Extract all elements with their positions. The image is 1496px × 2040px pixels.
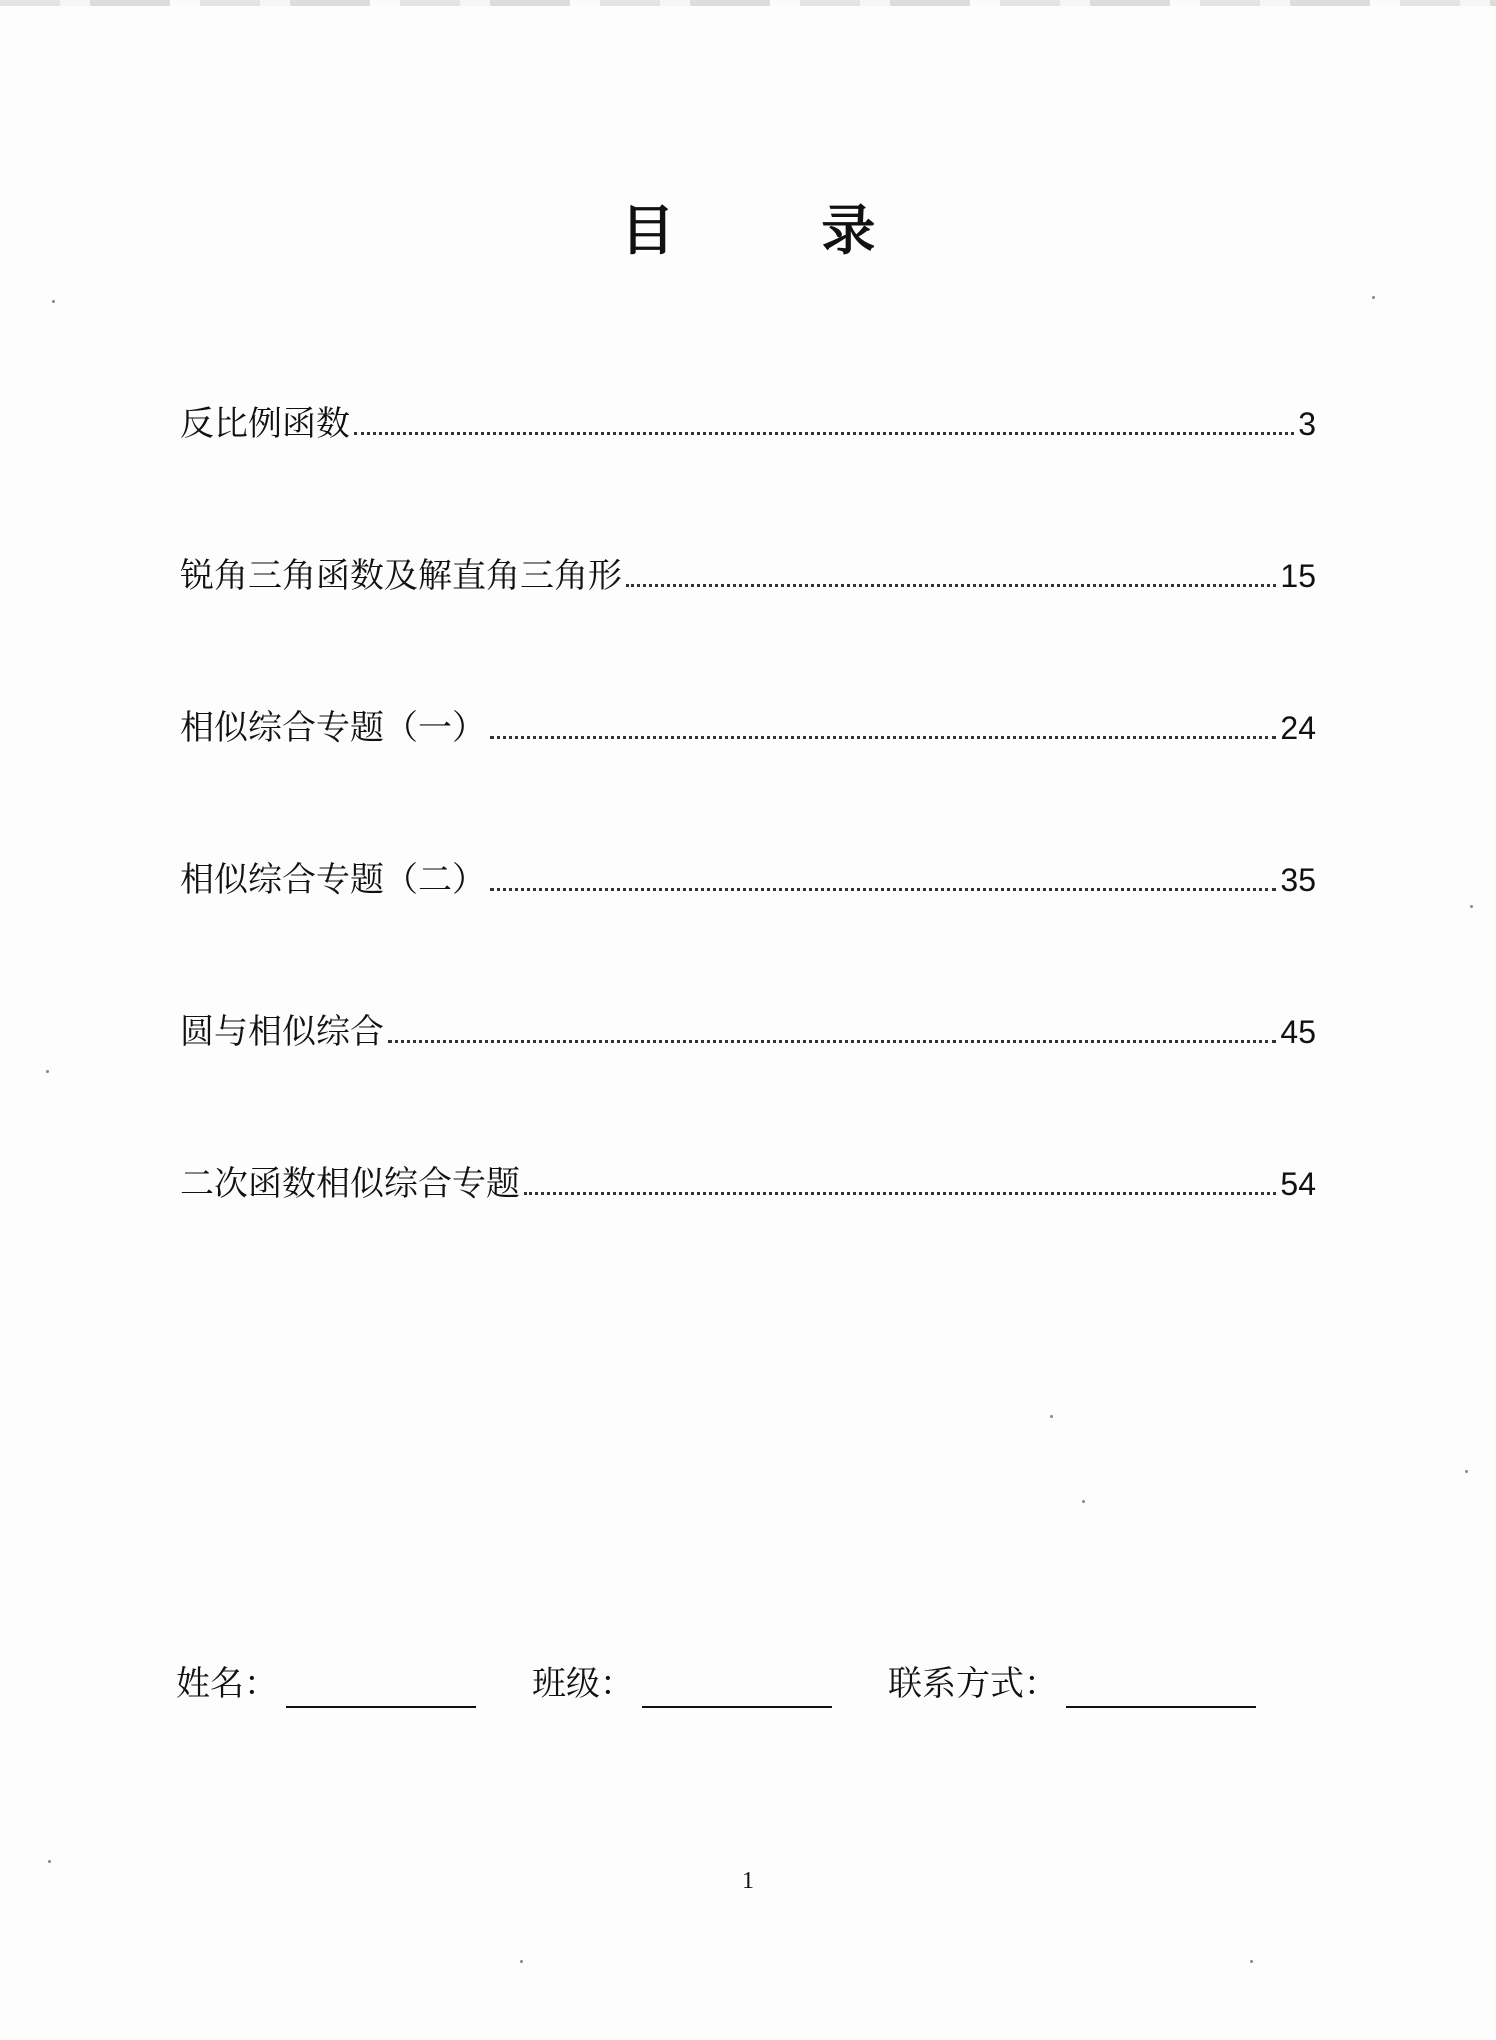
toc-entry-page: 3	[1298, 406, 1316, 442]
scan-speck	[1372, 296, 1375, 299]
scan-speck	[1082, 1500, 1085, 1503]
toc-dot-leader	[524, 1164, 1276, 1195]
scan-speck	[1250, 1960, 1253, 1963]
contact-field-label: 联系方式：	[888, 1664, 1058, 1704]
toc-entry-page: 35	[1280, 862, 1316, 898]
student-info-fields	[176, 1660, 1326, 1708]
scan-speck	[1465, 1470, 1468, 1473]
toc-entry	[180, 1008, 1316, 1160]
toc-dot-leader	[490, 708, 1276, 739]
toc-entry-page: 45	[1280, 1014, 1316, 1050]
scan-speck	[46, 1070, 49, 1073]
scan-speck	[52, 300, 55, 303]
toc-entry-label: 相似综合专题（二）	[180, 860, 486, 900]
scan-speck	[1050, 1415, 1053, 1418]
name-blank-line[interactable]	[286, 1670, 476, 1708]
contact-blank-line[interactable]	[1066, 1670, 1256, 1708]
toc-entry-page: 54	[1280, 1166, 1316, 1202]
toc-entry-page: 24	[1280, 710, 1316, 746]
class-blank-line[interactable]	[642, 1670, 832, 1708]
class-field-label: 班级：	[532, 1664, 634, 1704]
toc-entry-label: 二次函数相似综合专题	[180, 1164, 520, 1204]
scan-edge-artifact	[0, 0, 1496, 6]
toc-entry-label: 相似综合专题（一）	[180, 708, 486, 748]
page-number: 1	[742, 1868, 754, 1894]
toc-entry-page: 15	[1280, 558, 1316, 594]
scan-speck	[48, 1860, 51, 1863]
page-title: 目 录	[620, 199, 940, 262]
class-field	[532, 1660, 832, 1708]
name-field-label: 姓名：	[176, 1664, 278, 1704]
toc-entry	[180, 552, 1316, 704]
scan-speck	[1470, 905, 1473, 908]
scan-speck	[520, 1960, 523, 1963]
toc-entry	[180, 704, 1316, 856]
toc-entry	[180, 856, 1316, 1008]
toc-entry	[180, 1160, 1316, 1312]
toc-dot-leader	[626, 556, 1276, 587]
toc-entry	[180, 400, 1316, 552]
contact-field	[888, 1660, 1256, 1708]
toc-entry-label: 锐角三角函数及解直角三角形	[180, 556, 622, 596]
toc-entry-label: 反比例函数	[180, 404, 350, 444]
toc-entry-label: 圆与相似综合	[180, 1012, 384, 1052]
table-of-contents	[180, 400, 1316, 1312]
name-field	[176, 1660, 476, 1708]
toc-dot-leader	[490, 860, 1276, 891]
toc-dot-leader	[354, 404, 1294, 435]
toc-dot-leader	[388, 1012, 1276, 1043]
